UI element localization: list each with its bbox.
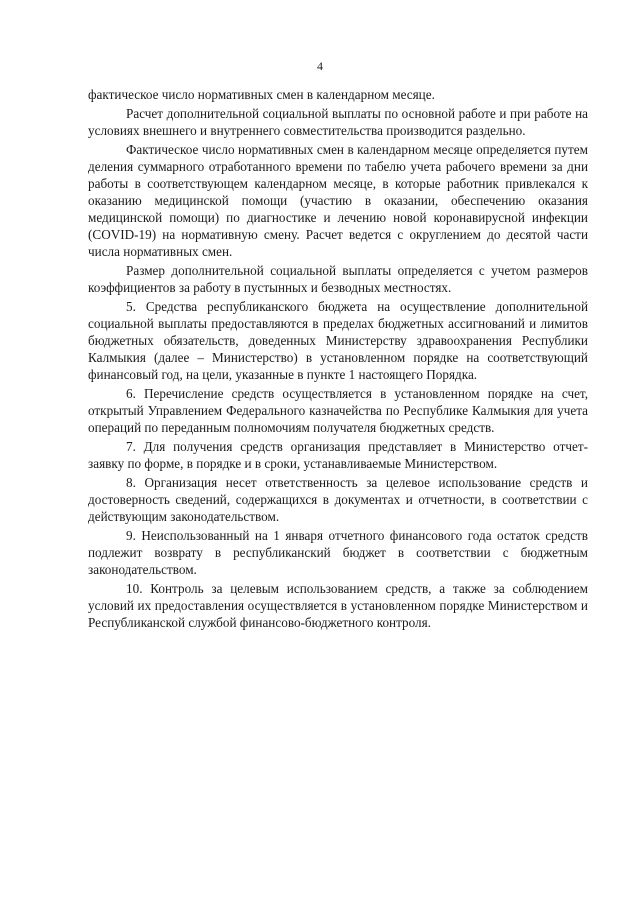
paragraph-separate-calculation: Расчет дополнительной социальной выплаты по основной работе и при работе на условиях внешнего и внутреннего совместительства производится раздельно. [88, 106, 588, 138]
paragraph-desert-coefficients: Размер дополнительной социальной выплаты определяется с учетом размеров коэффициентов за работу в пустынных и безводных местностях. [88, 263, 588, 295]
paragraph-clause-5: 5. Средства республиканского бюджета на осуществление дополнительной социальной выплаты предоставляются в пределах бюджетных ассигнований и лимитов бюджетных обязательств, доведенных Министерству здравоохранения Республики Калмыкия (далее – Министерство) в установленном порядке на соответствующий финансовый год, на цели, указанные в пункте 1 настоящего Порядка. [88, 299, 588, 382]
paragraph-shift-count-method: Фактическое число нормативных смен в календарном месяце определяется путем деления суммарного отработанного времени по табелю учета рабочего времени за дни работы в соответствующем календарном месяце, в которые работник привлекался к оказанию медицинской помощи (участию в оказании, обеспечению оказания медицинской помощи) по диагностике и лечению новой коронавирусной инфекции (COVID-19) на нормативную смену. Расчет ведется с округлением до десятой части числа нормативных смен. [88, 142, 588, 259]
paragraph-clause-9: 9. Неиспользованный на 1 января отчетного финансового года остаток средств подлежит возврату в республиканский бюджет в соответствии с бюджетным законодательством. [88, 528, 588, 577]
paragraph-clause-8: 8. Организация несет ответственность за целевое использование средств и достоверность сведений, содержащихся в документах и отчетности, в соответствии с действующим законодательством. [88, 475, 588, 524]
page-number: 4 [317, 59, 323, 73]
paragraph-clause-7: 7. Для получения средств организация представляет в Министерство отчет-заявку по форме, в порядке и в сроки, устанавливаемые Министерством. [88, 439, 588, 471]
paragraph-continuation: фактическое число нормативных смен в календарном месяце. [88, 87, 435, 102]
paragraph-clause-10: 10. Контроль за целевым использованием средств, а также за соблюдением условий их предоставления осуществляется в установленном порядке Министерством и Республиканской службой финансово-бюджетного контроля. [88, 581, 588, 630]
document-body [88, 86, 588, 633]
paragraph-clause-6: 6. Перечисление средств осуществляется в установленном порядке на счет, открытый Управлением Федерального казначейства по Республике Калмыкия для учета операций по переданным полномочиям получателя бюджетных средств. [88, 386, 588, 435]
